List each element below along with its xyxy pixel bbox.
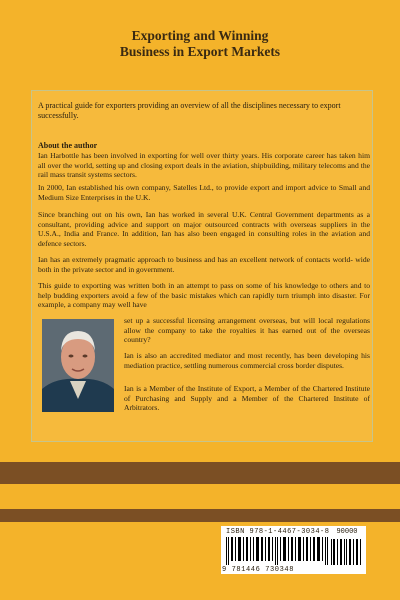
bio-paragraph-2: In 2000, Ian established his own company, Satelles Ltd., to provide export and import advice to Small and Medium Size Enterprises in the U.K. bbox=[38, 183, 370, 202]
decorative-stripe-bottom bbox=[0, 509, 400, 522]
bio-paragraph-7: Ian is also an accredited mediator and most recently, has been developing his mediation practice, settling numerous commercial cross border disputes. bbox=[124, 351, 370, 370]
book-title bbox=[0, 28, 400, 60]
price-code-text: 90000 bbox=[336, 528, 358, 536]
author-portrait-image bbox=[42, 319, 114, 412]
title-line-2: Business in Export Markets bbox=[119, 44, 281, 59]
about-heading: About the author bbox=[38, 141, 98, 150]
bio-paragraph-6: set up a successful licensing arrangement overseas, but will local regulations allow the company to take the royalties it has earned out of the overseas country? bbox=[124, 316, 370, 345]
ean-number-text: 9 781446 730348 bbox=[222, 566, 295, 574]
decorative-stripe-top bbox=[0, 462, 400, 484]
author-photo bbox=[42, 319, 114, 412]
bio-paragraph-1: Ian Harbottle has been involved in exporting for well over thirty years. His corporate career has taken him all over the world, setting up and closing export deals in the aviation, shipbuilding, military telecoms and the rail mass transit systems sectors. bbox=[38, 151, 370, 180]
bio-paragraph-4: Ian has an extremely pragmatic approach to business and has an excellent network of contacts world- wide both in the private sector and in government. bbox=[38, 255, 370, 274]
bio-paragraph-3: Since branching out on his own, Ian has worked in several U.K. Central Government departments as a consultant, providing advice and support on major outsourced contracts with overseas suppliers in the U.S.A., India and France. In addition, Ian has also been engaged in consulting roles in the aviation and defence sectors. bbox=[38, 210, 370, 248]
price-addon-barcode bbox=[331, 537, 363, 565]
intro-text: A practical guide for exporters providing an overview of all the disciplines necessary to export successfully. bbox=[38, 101, 341, 120]
isbn-text: ISBN 978-1-4467-3034-8 bbox=[226, 528, 330, 536]
bio-paragraph-8: Ian is a Member of the Institute of Export, a Member of the Chartered Institute of Purchasing and Supply and a Member of the Chartered Institute of Arbitrators. bbox=[124, 384, 370, 413]
ean-barcode bbox=[226, 537, 328, 565]
bio-paragraph-5: This guide to exporting was written both in an attempt to pass on some of his knowledge to others and to help budding exporters avoid a few of the basic mistakes which can rapidly turn triumph into disaster. For example, a company may well have bbox=[38, 281, 370, 310]
title-line-1: Exporting and Winning bbox=[131, 28, 269, 43]
